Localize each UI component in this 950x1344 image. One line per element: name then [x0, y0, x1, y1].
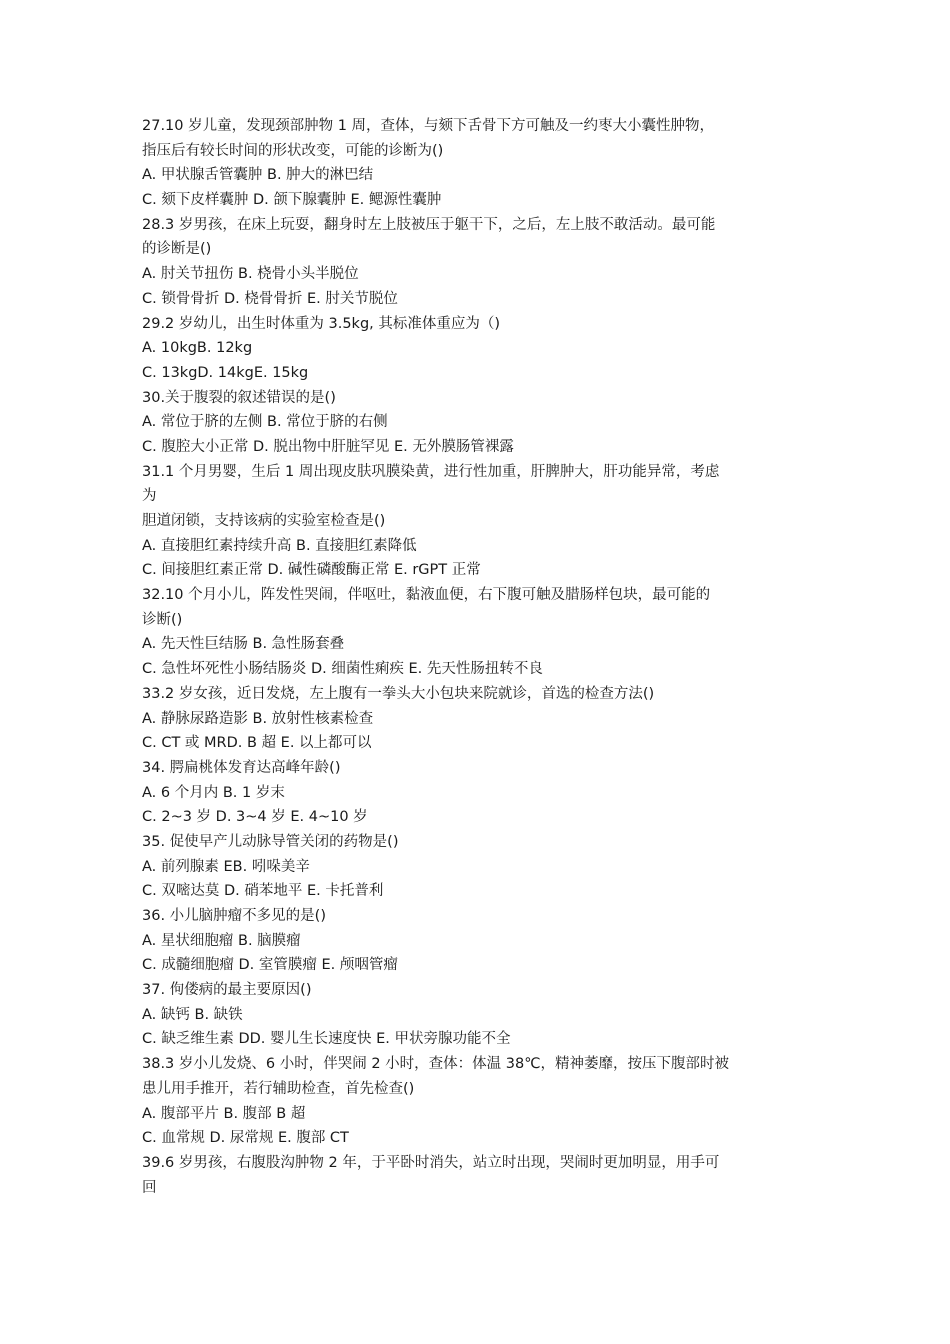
text-line: 胆道闭锁，支持该病的实验室检查是()	[142, 513, 386, 529]
text-line: A. 静脉尿路造影 B. 放射性核素检查	[142, 710, 374, 727]
text-line: A. 缺钙 B. 缺铁	[142, 1006, 243, 1023]
text-line: C. 间接胆红素正常 D. 碱性磷酸酶正常 E. rGPT 正常	[142, 562, 481, 579]
text-line: 诊断()	[142, 611, 183, 628]
text-line: C. CT 或 MRD. B 超 E. 以上都可以	[142, 735, 372, 752]
text-line: C. 腹腔大小正常 D. 脱出物中肝脏罕见 E. 无外膜肠管裸露	[142, 438, 514, 455]
text-line: 38.3 岁小儿发烧、6 小时，伴哭闹 2 小时，查体：体温 38℃，精神萎靡，按压下腹部时被	[142, 1056, 730, 1073]
text-line: C. 13kgD. 14kgE. 15kg	[142, 364, 309, 381]
text-line: C. 血常规 D. 尿常规 E. 腹部 CT	[142, 1130, 349, 1147]
text-line: 34. 腭扁桃体发育达高峰年龄()	[142, 759, 341, 776]
text-line: 的诊断是()	[142, 241, 212, 258]
text-line: C. 锁骨骨折 D. 桡骨骨折 E. 肘关节脱位	[142, 290, 398, 307]
text-line: 33.2 岁女孩，近日发烧，左上腹有一拳头大小包块来院就诊，首选的检查方法()	[142, 685, 655, 702]
text-line: 27.10 岁儿童，发现颈部肿物 1 周，查体，与颏下舌骨下方可触及一约枣大小囊性肿物，	[142, 118, 715, 134]
text-line: 为	[142, 488, 157, 505]
text-line: A. 肘关节扭伤 B. 桡骨小头半脱位	[142, 266, 359, 283]
text-line: C. 2~3 岁 D. 3~4 岁 E. 4~10 岁	[142, 809, 368, 826]
text-line: 30.关于腹裂的叙述错误的是()	[142, 389, 336, 406]
text-line: 32.10 个月小儿，阵发性哭闹，伴呕吐，黏液血便，右下腹可触及腊肠样包块，最可能的	[142, 587, 711, 604]
text-line: A. 直接胆红素持续升高 B. 直接胆红素降低	[142, 537, 417, 554]
text-line: 患儿用手推开，若行辅助检查，首先检查()	[142, 1080, 415, 1097]
text-line: A. 腹部平片 B. 腹部 B 超	[142, 1105, 306, 1122]
text-line: C. 缺乏维生素 DD. 婴儿生长速度快 E. 甲状旁腺功能不全	[142, 1031, 511, 1048]
text-line: A. 常位于脐的左侧 B. 常位于脐的右侧	[142, 414, 388, 431]
text-line: 37. 佝偻病的最主要原因()	[142, 982, 312, 999]
text-line: A. 先天性巨结肠 B. 急性肠套叠	[142, 636, 345, 653]
text-line: 28.3 岁男孩，在床上玩耍，翻身时左上肢被压于躯干下，之后，左上肢不敢活动。最可能	[142, 216, 716, 233]
text-line: 29.2 岁幼儿，出生时体重为 3.5kg, 其标准体重应为（)	[142, 315, 501, 332]
text-line: 39.6 岁男孩，右腹股沟肿物 2 年，于平卧时消失，站立时出现，哭闹时更加明显，用手可	[142, 1154, 720, 1171]
text-line: C. 成髓细胞瘤 D. 室管膜瘤 E. 颅咽管瘤	[142, 957, 398, 974]
document-body	[142, 114, 814, 1200]
text-line: 31.1 个月男婴，生后 1 周出现皮肤巩膜染黄，进行性加重，肝脾肿大，肝功能异常，考虑	[142, 463, 720, 480]
text-line: 36. 小儿脑肿瘤不多见的是()	[142, 908, 326, 924]
text-line: 指压后有较长时间的形状改变，可能的诊断为()	[142, 142, 444, 159]
text-line: 回	[142, 1179, 157, 1196]
text-line: 35. 促使早产儿动脉导管关闭的药物是()	[142, 833, 399, 850]
text-line: C. 双嘧达莫 D. 硝苯地平 E. 卡托普利	[142, 883, 384, 900]
text-line: C. 急性坏死性小肠结肠炎 D. 细菌性痢疾 E. 先天性肠扭转不良	[142, 661, 543, 678]
text-line: A. 前列腺素 EB. 吲哚美辛	[142, 858, 310, 875]
text-line: A. 星状细胞瘤 B. 脑膜瘤	[142, 932, 301, 949]
text-line: A. 甲状腺舌管囊肿 B. 肿大的淋巴结	[142, 167, 374, 184]
text-line: C. 颏下皮样囊肿 D. 颌下腺囊肿 E. 鳃源性囊肿	[142, 192, 442, 209]
text-line: A. 10kgB. 12kg	[142, 340, 253, 357]
text-line: A. 6 个月内 B. 1 岁末	[142, 784, 285, 801]
